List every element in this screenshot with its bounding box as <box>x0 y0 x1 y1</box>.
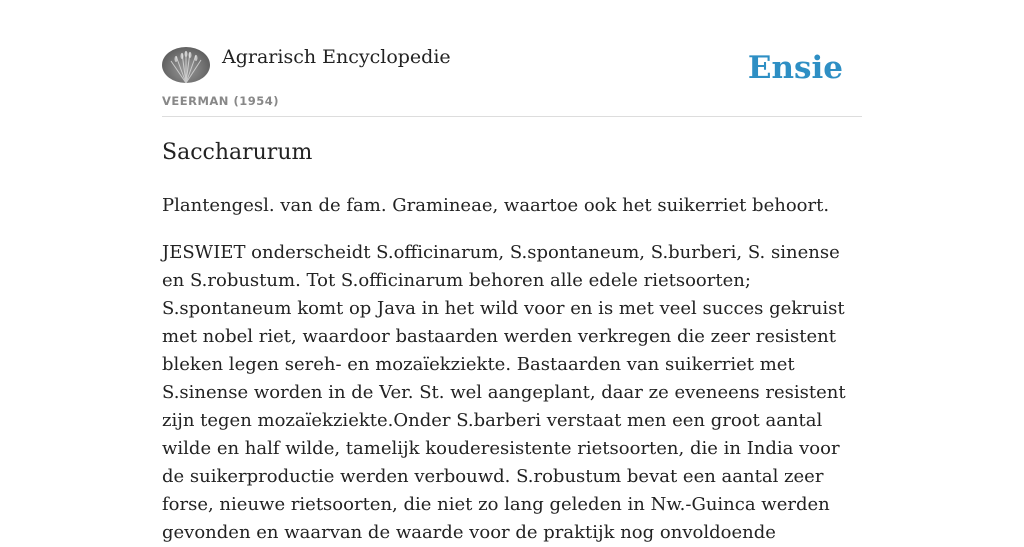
page <box>162 0 862 543</box>
book-author-year: VEERMAN (1954) <box>162 94 279 108</box>
article-paragraph: JESWIET onderscheidt S.officinarum, S.spontaneum, S.burberi, S. sinense en S.robustum. Tot S.officinarum behoren alle edele rietsoorten; S.spontaneum komt op Java in het wild voor en is met veel succes gekruist met nobel riet, waardoor bastaarden werden verkregen die zeer resistent bleken legen sereh- en mozaïekziekte. Bastaarden van suikerriet met S.sinense worden in de Ver. St. wel aangeplant, daar ze eveneens resistent zijn tegen mozaïekziekte.Onder S.barberi verstaat men een groot aantal wilde en half wilde, tamelijk kouderesistente rietsoorten, die in India voor de suikerproductie werden verbouwd. S.robustum bevat een aantal zeer forse, nieuwe rietsoorten, die niet zo lang geleden in Nw.-Guinca werden gevonden en waarvan de waarde voor de praktijk nog onvoldoende <box>162 242 846 543</box>
book-header <box>162 0 862 117</box>
wheat-engraving-icon[interactable] <box>162 47 210 83</box>
ensie-logo[interactable]: Ensie <box>747 50 843 86</box>
article-paragraph: Plantengesl. van de fam. Gramineae, waartoe ook het suikerriet behoort. <box>162 195 830 216</box>
article-title: Saccharurum <box>162 140 313 165</box>
wheat-engraving-drawing <box>162 47 210 83</box>
book-title-link[interactable]: Agrarisch Encyclopedie <box>222 46 451 68</box>
